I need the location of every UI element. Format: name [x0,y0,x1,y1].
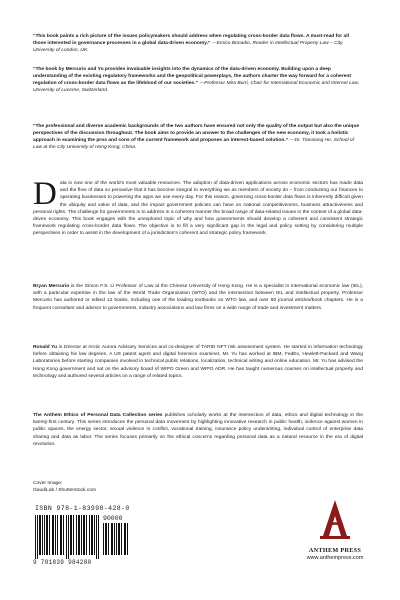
author-bio-text: is the Simon F.S. Li Professor of Law at the Chinese University of Hong Kong. He is a specialist in international economic law (IEL), with a particular expertise in the law of the World Trade Organization (WTO) and the intersection between IEL and intellectual property. Professor Mercurio has authored or edited 12 books, including one of the leading textbooks on WTO law, and over 80 journal articles/book chapters. He is a frequent consultant and advisor to governments, industry associations and law firms on a wide range of trade and investment matters. [33,284,363,311]
endorsement-quote-3 [33,123,363,151]
description-text: ata is now one of the world’s most valuable resources. The adoption of data-driven applications across economic sectors has made data and the flow of data so pervasive that it has become integral to everything we as members of society do – from conducting our finances to operating businesses to powering the apps we use every day. For this reason, governing cross-border data flows is inherently difficult given the ubiquity and value of data, and the impact government policies can have on national competitiveness, business attractiveness and personal rights. The challenge for governments is to address in a coherent manner the broad range of data-related issues in the context of a global data-driven economy. This book engages with the unexplored topic of why and how governments should develop a coherent and consistent strategic framework regulating cross-border data flows. The objective is to fill a very significant gap in the legal and policy setting by considering multiple perspectives in order to assist in the development of a jurisdiction’s coherent and strategic policy framework. [33,181,363,237]
series-name: The Anthem Ethics of Personal Data Collection series [33,413,163,418]
quote-attribution: —Enrico Bonadio, Reader in Intellectual Property Law – City, University of London, UK. [33,41,344,54]
author-name: Bryan Mercurio [33,284,70,289]
barcode-digits: 9 781839 984280 [33,559,92,566]
quote-text: “The professional and diverse academic backgrounds of the two authors have ensured not only the quality of the output but also the unique perspectives of the discussion throughout. The book aims to provide an answer to the challenges of the new economy, it took a holistic approach in examining the pros and cons of the current framework and proposes an interest-based solution.” [33,124,360,144]
ean-barcode-graphic [35,515,99,559]
quote-attribution: —Professor Mira Burri, Chair for International Economic and Internet Law, University of Lucerne, Switzerland. [33,81,360,94]
quote-attribution: —Dr. Tianxiang He, School of Law at the City University of Hong Kong, China. [33,138,355,151]
cover-image-source: GaudiLab / Shutterstock.com [33,488,97,493]
isbn-barcode [33,505,133,571]
author-name: Ronald Yu [33,345,58,350]
endorsement-quote-2 [33,66,363,94]
author-bio-mercurio [33,283,363,312]
price-barcode-graphic [103,523,129,555]
endorsement-quote-1 [33,33,363,54]
cover-image-credit [33,480,96,494]
publisher-url[interactable]: www.anthempress.com [306,555,364,561]
isbn-label: ISBN 978-1-83998-428-0 [35,505,130,512]
book-description [33,176,363,238]
author-bio-yu [33,344,363,380]
publisher-logo [300,498,370,561]
series-text: publishes scholarly works at the intersection of data, ethics and digital technology in the twenty-first century. This series introduces the personal data movement by highlighting innovative research in public health, violence against women in public spaces, the energy sector, sexual violence in conflict, vocational training, insurance policy underwriting, individual control of enterprise data sharing and data as labor. The series focuses primarily on the ethical concerns regarding personal data as a natural resource in the era of digital revolution. [33,413,363,447]
series-description [33,412,363,448]
quote-text: “The book by Mercurio and Yu provides invaluable insights into the dynamics of the data-driven economy. Building upon a deep understanding of the existing regulatory frameworks and the geopolitical powerplays, the authors charter the way forward for a coherent regulation of cross-border data flows as the lifeblood of our societies.” [33,67,351,87]
cover-image-label: Cover Image: [33,481,63,486]
price-code: 90000 [103,515,123,522]
anthem-press-emblem-icon [320,498,350,540]
author-bio-text: is Director at Arctic Aurora Advisory Services and co-designer of TARID NFT risk assessment system. He started in information technology before obtaining his law degrees. A US patent agent and digital forensics examiner, Mr. Yu has worked at IBM, FedEx, Hewlett-Packard and Wang Laboratories before starting companies involved in technical public relations, localization, technical writing and online education. Mr. Yu has advised the Hong Kong government and sat on the advisory board of WIPO Green and WIPO ADR. He has taught numerous courses on intellectual property and technology and authored several articles on a range of related topics. [33,345,364,379]
publisher-name: ANTHEM PRESS [308,547,362,554]
quote-text: “This book paints a rich picture of the issues policymakers should address when regulating cross-border data flows. A must-read for all those interested in governance processes in a global data-driven economy.” [33,34,349,47]
drop-cap: D [33,176,57,212]
